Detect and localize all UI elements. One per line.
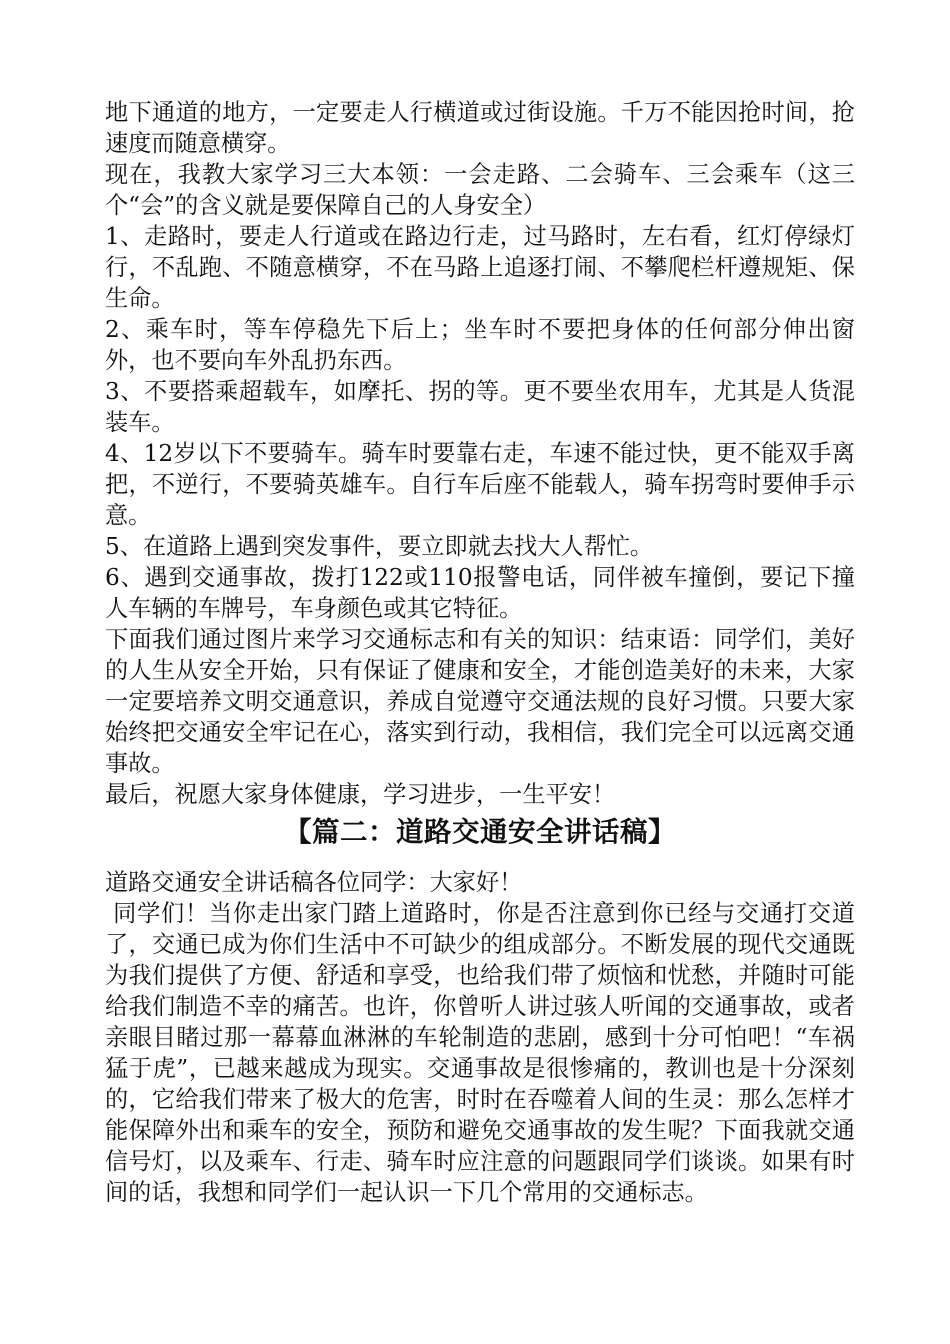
paragraph-rule-3: 3、不要搭乘超载车，如摩托、拐的等。更不要坐农用车，尤其是人货混装车。	[105, 378, 855, 436]
paragraph-rule-6: 6、遇到交通事故，拨打122或110报警电话，同伴被车撞倒，要记下撞人车辆的车牌号，车身颜色或其它特征。	[105, 564, 855, 622]
paragraph-rule-1: 1、走路时，要走人行道或在路边行走，过马路时，左右看，红灯停绿灯行，不乱跑、不随意横穿，不在马路上追逐打闹、不攀爬栏杆遵规矩、保生命。	[105, 223, 855, 312]
paragraph-final-wishes: 最后，祝愿大家身体健康，学习进步，一生平安！	[105, 781, 616, 808]
paragraph-speech-body: 同学们！当你走出家门踏上道路时，你是否注意到你已经与交通打交道了，交通已成为你们生活中不可缺少的组成部分。不断发展的现代交通既为我们提供了方便、舒适和享受，也给我们带了烦恼和忧愁，并随时可能给我们制造不幸的痛苦。也许，你曾听人讲过骇人听闻的交通事故，或者亲眼目睹过那一幕幕血淋淋的车轮制造的悲剧，感到十分可怕吧！“车祸猛于虎”，已越来越成为现实。交通事故是很惨痛的，教训也是十分深刻的，它给我们带来了极大的危害，时时在吞噬着人间的生灵：那么怎样才能保障外出和乘车的安全，预防和避免交通事故的发生呢？下面我就交通信号灯，以及乘车、行走、骑车时应注意的问题跟同学们谈谈。如果有时间的话，我想和同学们一起认识一下几个常用的交通标志。	[105, 900, 855, 1206]
paragraph-three-skills: 现在，我教大家学习三大本领：一会走路、二会骑车、三会乘车（这三个“会”的含义就是要保障自己的人身安全）	[105, 161, 855, 219]
document-body	[105, 97, 855, 1208]
section-title: 【篇二：道路交通安全讲话稿】	[284, 816, 676, 848]
paragraph-rule-2: 2、乘车时，等车停稳先下后上；坐车时不要把身体的任何部分伸出窗外，也不要向车外乱扔东西。	[105, 316, 855, 374]
paragraph-greeting: 道路交通安全讲话稿各位同学：大家好！	[105, 869, 523, 896]
paragraph-underpass: 地下通道的地方，一定要走人行横道或过街设施。千万不能因抢时间，抢速度而随意横穿。	[105, 99, 855, 157]
paragraph-rule-5: 5、在道路上遇到突发事件，要立即就去找大人帮忙。	[105, 533, 654, 560]
paragraph-closing-remarks: 下面我们通过图片来学习交通标志和有关的知识：结束语：同学们，美好的人生从安全开始，只有保证了健康和安全，才能创造美好的未来，大家一定要培养文明交通意识，养成自觉遵守交通法规的良好习惯。只要大家始终把交通安全牢记在心，落实到行动，我相信，我们完全可以远离交通事故。	[105, 626, 855, 777]
paragraph-rule-4: 4、12岁以下不要骑车。骑车时要靠右走，车速不能过快，更不能双手离把，不逆行，不要骑英雄车。自行车后座不能载人，骑车拐弯时要伸手示意。	[105, 440, 855, 529]
